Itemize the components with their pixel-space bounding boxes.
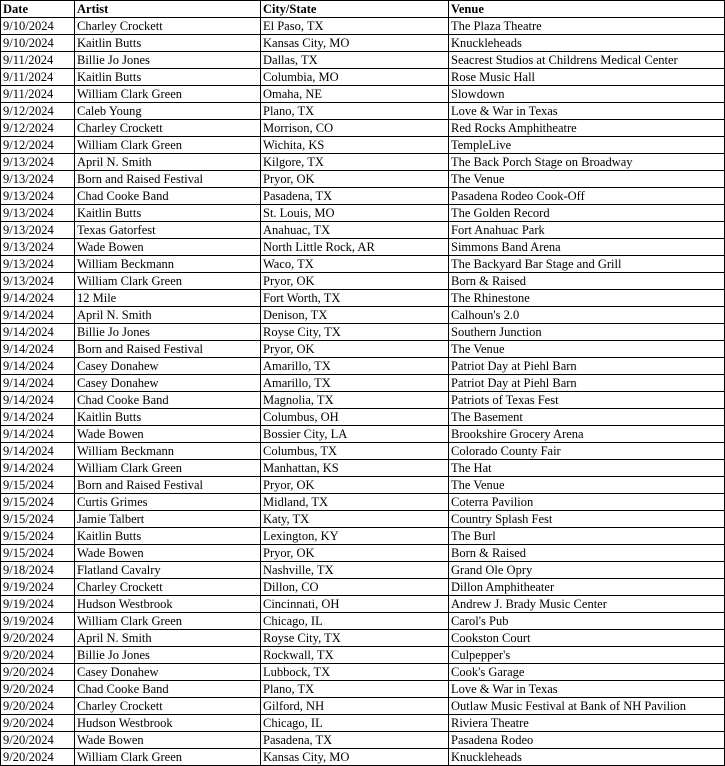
city-state-cell[interactable]: Waco, TX	[261, 256, 449, 273]
table-row	[1, 69, 725, 86]
artist-cell[interactable]: William Clark Green	[75, 86, 261, 103]
city-state-cell[interactable]: Manhattan, KS	[261, 460, 449, 477]
table-row	[1, 392, 725, 409]
venue-cell[interactable]: Knuckleheads	[449, 749, 725, 766]
venue-cell[interactable]: Dillon Amphitheater	[449, 579, 725, 596]
venue-cell[interactable]: TempleLive	[449, 137, 725, 154]
table-row	[1, 749, 725, 766]
header-date[interactable]: Date	[1, 1, 75, 18]
date-cell[interactable]: 9/15/2024	[1, 494, 75, 511]
artist-cell[interactable]: William Clark Green	[75, 460, 261, 477]
date-cell[interactable]: 9/14/2024	[1, 324, 75, 341]
table-row	[1, 630, 725, 647]
artist-cell[interactable]: Born and Raised Festival	[75, 477, 261, 494]
table-row	[1, 307, 725, 324]
table-row	[1, 664, 725, 681]
venue-cell[interactable]: Patriots of Texas Fest	[449, 392, 725, 409]
table-row	[1, 358, 725, 375]
date-cell[interactable]: 9/13/2024	[1, 188, 75, 205]
city-state-cell[interactable]: Kansas City, MO	[261, 749, 449, 766]
venue-cell[interactable]: Knuckleheads	[449, 35, 725, 52]
city-state-cell[interactable]: Katy, TX	[261, 511, 449, 528]
artist-cell[interactable]: Jamie Talbert	[75, 511, 261, 528]
city-state-cell[interactable]: Columbus, OH	[261, 409, 449, 426]
table-row	[1, 205, 725, 222]
date-cell[interactable]: 9/20/2024	[1, 681, 75, 698]
artist-cell[interactable]: Wade Bowen	[75, 732, 261, 749]
date-cell[interactable]: 9/13/2024	[1, 256, 75, 273]
artist-cell[interactable]: Hudson Westbrook	[75, 715, 261, 732]
artist-cell[interactable]: Born and Raised Festival	[75, 341, 261, 358]
city-state-cell[interactable]: Dallas, TX	[261, 52, 449, 69]
table-row	[1, 647, 725, 664]
city-state-cell[interactable]: Plano, TX	[261, 681, 449, 698]
table-row	[1, 35, 725, 52]
date-cell[interactable]: 9/14/2024	[1, 358, 75, 375]
date-cell[interactable]: 9/14/2024	[1, 375, 75, 392]
venue-cell[interactable]: The Venue	[449, 171, 725, 188]
date-cell[interactable]: 9/13/2024	[1, 154, 75, 171]
city-state-cell[interactable]: St. Louis, MO	[261, 205, 449, 222]
city-state-cell[interactable]: Dillon, CO	[261, 579, 449, 596]
venue-cell[interactable]: The Venue	[449, 341, 725, 358]
artist-cell[interactable]: Kaitlin Butts	[75, 69, 261, 86]
venue-cell[interactable]: Cookston Court	[449, 630, 725, 647]
venue-cell[interactable]: The Burl	[449, 528, 725, 545]
date-cell[interactable]: 9/20/2024	[1, 749, 75, 766]
venue-cell[interactable]: The Venue	[449, 477, 725, 494]
table-header	[1, 1, 725, 18]
artist-cell[interactable]: Charley Crockett	[75, 18, 261, 35]
table-row	[1, 613, 725, 630]
city-state-cell[interactable]: Kilgore, TX	[261, 154, 449, 171]
date-cell[interactable]: 9/20/2024	[1, 698, 75, 715]
venue-cell[interactable]: The Plaza Theatre	[449, 18, 725, 35]
table-row	[1, 52, 725, 69]
artist-cell[interactable]: Casey Donahew	[75, 358, 261, 375]
city-state-cell[interactable]: Bossier City, LA	[261, 426, 449, 443]
venue-cell[interactable]: Cook's Garage	[449, 664, 725, 681]
date-cell[interactable]: 9/14/2024	[1, 443, 75, 460]
table-row	[1, 528, 725, 545]
venue-cell[interactable]: The Hat	[449, 460, 725, 477]
table-row	[1, 409, 725, 426]
table-row	[1, 698, 725, 715]
date-cell[interactable]: 9/11/2024	[1, 52, 75, 69]
date-cell[interactable]: 9/20/2024	[1, 715, 75, 732]
header-venue[interactable]: Venue	[449, 1, 725, 18]
city-state-cell[interactable]: Amarillo, TX	[261, 358, 449, 375]
table-row	[1, 120, 725, 137]
artist-cell[interactable]: William Clark Green	[75, 613, 261, 630]
header-artist[interactable]: Artist	[75, 1, 261, 18]
table-row	[1, 171, 725, 188]
venue-cell[interactable]: Outlaw Music Festival at Bank of NH Pavilion	[449, 698, 725, 715]
header-city-state[interactable]: City/State	[261, 1, 449, 18]
artist-cell[interactable]: Casey Donahew	[75, 664, 261, 681]
venue-cell[interactable]: The Rhinestone	[449, 290, 725, 307]
date-cell[interactable]: 9/14/2024	[1, 392, 75, 409]
venue-cell[interactable]: Country Splash Fest	[449, 511, 725, 528]
venue-cell[interactable]: Born & Raised	[449, 545, 725, 562]
venue-cell[interactable]: Simmons Band Arena	[449, 239, 725, 256]
table-row	[1, 341, 725, 358]
date-cell[interactable]: 9/20/2024	[1, 732, 75, 749]
city-state-cell[interactable]: Wichita, KS	[261, 137, 449, 154]
city-state-cell[interactable]: Lubbock, TX	[261, 664, 449, 681]
date-cell[interactable]: 9/20/2024	[1, 647, 75, 664]
table-row	[1, 86, 725, 103]
city-state-cell[interactable]: Denison, TX	[261, 307, 449, 324]
date-cell[interactable]: 9/20/2024	[1, 630, 75, 647]
city-state-cell[interactable]: Plano, TX	[261, 103, 449, 120]
venue-cell[interactable]: The Basement	[449, 409, 725, 426]
date-cell[interactable]: 9/14/2024	[1, 409, 75, 426]
date-cell[interactable]: 9/12/2024	[1, 120, 75, 137]
date-cell[interactable]: 9/13/2024	[1, 222, 75, 239]
venue-cell[interactable]: Brookshire Grocery Arena	[449, 426, 725, 443]
city-state-cell[interactable]: Chicago, IL	[261, 613, 449, 630]
venue-cell[interactable]: The Golden Record	[449, 205, 725, 222]
artist-cell[interactable]: Flatland Cavalry	[75, 562, 261, 579]
venue-cell[interactable]: Andrew J. Brady Music Center	[449, 596, 725, 613]
city-state-cell[interactable]: Fort Worth, TX	[261, 290, 449, 307]
city-state-cell[interactable]: Morrison, CO	[261, 120, 449, 137]
date-cell[interactable]: 9/11/2024	[1, 86, 75, 103]
venue-cell[interactable]: Pasadena Rodeo	[449, 732, 725, 749]
city-state-cell[interactable]: Columbia, MO	[261, 69, 449, 86]
venue-cell[interactable]: Southern Junction	[449, 324, 725, 341]
artist-cell[interactable]: Billie Jo Jones	[75, 52, 261, 69]
date-cell[interactable]: 9/20/2024	[1, 664, 75, 681]
date-cell[interactable]: 9/19/2024	[1, 579, 75, 596]
city-state-cell[interactable]: Pryor, OK	[261, 273, 449, 290]
venue-cell[interactable]: Coterra Pavilion	[449, 494, 725, 511]
table-row	[1, 443, 725, 460]
date-cell[interactable]: 9/15/2024	[1, 528, 75, 545]
table-row	[1, 324, 725, 341]
date-cell[interactable]: 9/13/2024	[1, 205, 75, 222]
date-cell[interactable]: 9/15/2024	[1, 511, 75, 528]
table-row	[1, 460, 725, 477]
artist-cell[interactable]: William Beckmann	[75, 443, 261, 460]
venue-cell[interactable]: Grand Ole Opry	[449, 562, 725, 579]
date-cell[interactable]: 9/14/2024	[1, 460, 75, 477]
artist-cell[interactable]: Caleb Young	[75, 103, 261, 120]
city-state-cell[interactable]: Pasadena, TX	[261, 732, 449, 749]
venue-cell[interactable]: Riviera Theatre	[449, 715, 725, 732]
city-state-cell[interactable]: El Paso, TX	[261, 18, 449, 35]
table-body	[1, 18, 725, 766]
artist-cell[interactable]: Chad Cooke Band	[75, 188, 261, 205]
artist-cell[interactable]: April N. Smith	[75, 154, 261, 171]
venue-cell[interactable]: Patriot Day at Piehl Barn	[449, 358, 725, 375]
date-cell[interactable]: 9/14/2024	[1, 341, 75, 358]
artist-cell[interactable]: Kaitlin Butts	[75, 528, 261, 545]
city-state-cell[interactable]: Pryor, OK	[261, 341, 449, 358]
artist-cell[interactable]: Kaitlin Butts	[75, 35, 261, 52]
date-cell[interactable]: 9/10/2024	[1, 18, 75, 35]
table-row	[1, 256, 725, 273]
venue-cell[interactable]: The Backyard Bar Stage and Grill	[449, 256, 725, 273]
artist-cell[interactable]: William Clark Green	[75, 273, 261, 290]
artist-cell[interactable]: William Beckmann	[75, 256, 261, 273]
venue-cell[interactable]: Culpepper's	[449, 647, 725, 664]
date-cell[interactable]: 9/11/2024	[1, 69, 75, 86]
table-row	[1, 732, 725, 749]
city-state-cell[interactable]: Kansas City, MO	[261, 35, 449, 52]
table-row	[1, 511, 725, 528]
table-row	[1, 18, 725, 35]
table-row	[1, 239, 725, 256]
artist-cell[interactable]: Wade Bowen	[75, 545, 261, 562]
city-state-cell[interactable]: Nashville, TX	[261, 562, 449, 579]
artist-cell[interactable]: Kaitlin Butts	[75, 205, 261, 222]
city-state-cell[interactable]: Lexington, KY	[261, 528, 449, 545]
city-state-cell[interactable]: Omaha, NE	[261, 86, 449, 103]
artist-cell[interactable]: Chad Cooke Band	[75, 681, 261, 698]
venue-cell[interactable]: Carol's Pub	[449, 613, 725, 630]
venue-cell[interactable]: Red Rocks Amphitheatre	[449, 120, 725, 137]
table-row	[1, 188, 725, 205]
city-state-cell[interactable]: Pryor, OK	[261, 545, 449, 562]
city-state-cell[interactable]: Cincinnati, OH	[261, 596, 449, 613]
date-cell[interactable]: 9/14/2024	[1, 307, 75, 324]
header-row	[1, 1, 725, 18]
city-state-cell[interactable]: Magnolia, TX	[261, 392, 449, 409]
table-row	[1, 562, 725, 579]
venue-cell[interactable]: Colorado County Fair	[449, 443, 725, 460]
table-row	[1, 715, 725, 732]
artist-cell[interactable]: 12 Mile	[75, 290, 261, 307]
artist-cell[interactable]: Casey Donahew	[75, 375, 261, 392]
table-row	[1, 494, 725, 511]
table-row	[1, 545, 725, 562]
table-row	[1, 477, 725, 494]
city-state-cell[interactable]: Columbus, TX	[261, 443, 449, 460]
date-cell[interactable]: 9/18/2024	[1, 562, 75, 579]
table-row	[1, 579, 725, 596]
artist-cell[interactable]: Born and Raised Festival	[75, 171, 261, 188]
venue-cell[interactable]: The Back Porch Stage on Broadway	[449, 154, 725, 171]
table-row	[1, 103, 725, 120]
artist-cell[interactable]: Charley Crockett	[75, 698, 261, 715]
city-state-cell[interactable]: Royse City, TX	[261, 324, 449, 341]
date-cell[interactable]: 9/12/2024	[1, 137, 75, 154]
city-state-cell[interactable]: North Little Rock, AR	[261, 239, 449, 256]
artist-cell[interactable]: Charley Crockett	[75, 120, 261, 137]
table-row	[1, 273, 725, 290]
artist-cell[interactable]: Texas Gatorfest	[75, 222, 261, 239]
city-state-cell[interactable]: Midland, TX	[261, 494, 449, 511]
date-cell[interactable]: 9/19/2024	[1, 613, 75, 630]
date-cell[interactable]: 9/14/2024	[1, 426, 75, 443]
table-row	[1, 290, 725, 307]
city-state-cell[interactable]: Gilford, NH	[261, 698, 449, 715]
artist-cell[interactable]: April N. Smith	[75, 630, 261, 647]
venue-cell[interactable]: Calhoun's 2.0	[449, 307, 725, 324]
date-cell[interactable]: 9/19/2024	[1, 596, 75, 613]
date-cell[interactable]: 9/12/2024	[1, 103, 75, 120]
city-state-cell[interactable]: Amarillo, TX	[261, 375, 449, 392]
date-cell[interactable]: 9/15/2024	[1, 545, 75, 562]
table-row	[1, 375, 725, 392]
city-state-cell[interactable]: Royse City, TX	[261, 630, 449, 647]
city-state-cell[interactable]: Pryor, OK	[261, 171, 449, 188]
venue-cell[interactable]: Love & War in Texas	[449, 681, 725, 698]
venue-cell[interactable]: Rose Music Hall	[449, 69, 725, 86]
city-state-cell[interactable]: Anahuac, TX	[261, 222, 449, 239]
date-cell[interactable]: 9/14/2024	[1, 290, 75, 307]
city-state-cell[interactable]: Pasadena, TX	[261, 188, 449, 205]
artist-cell[interactable]: Billie Jo Jones	[75, 324, 261, 341]
venue-cell[interactable]: Pasadena Rodeo Cook-Off	[449, 188, 725, 205]
venue-cell[interactable]: Seacrest Studios at Childrens Medical Center	[449, 52, 725, 69]
table-row	[1, 222, 725, 239]
date-cell[interactable]: 9/15/2024	[1, 477, 75, 494]
date-cell[interactable]: 9/13/2024	[1, 239, 75, 256]
table-row	[1, 681, 725, 698]
artist-cell[interactable]: Hudson Westbrook	[75, 596, 261, 613]
table-row	[1, 426, 725, 443]
artist-cell[interactable]: Chad Cooke Band	[75, 392, 261, 409]
venue-cell[interactable]: Slowdown	[449, 86, 725, 103]
table-row	[1, 137, 725, 154]
city-state-cell[interactable]: Pryor, OK	[261, 477, 449, 494]
artist-cell[interactable]: William Clark Green	[75, 137, 261, 154]
artist-cell[interactable]: Charley Crockett	[75, 579, 261, 596]
artist-cell[interactable]: Billie Jo Jones	[75, 647, 261, 664]
artist-cell[interactable]: April N. Smith	[75, 307, 261, 324]
venue-cell[interactable]: Patriot Day at Piehl Barn	[449, 375, 725, 392]
date-cell[interactable]: 9/13/2024	[1, 273, 75, 290]
artist-cell[interactable]: Wade Bowen	[75, 426, 261, 443]
artist-cell[interactable]: Wade Bowen	[75, 239, 261, 256]
artist-cell[interactable]: Curtis Grimes	[75, 494, 261, 511]
city-state-cell[interactable]: Rockwall, TX	[261, 647, 449, 664]
venue-cell[interactable]: Love & War in Texas	[449, 103, 725, 120]
table-row	[1, 154, 725, 171]
artist-cell[interactable]: William Clark Green	[75, 749, 261, 766]
venue-cell[interactable]: Born & Raised	[449, 273, 725, 290]
artist-cell[interactable]: Kaitlin Butts	[75, 409, 261, 426]
table-row	[1, 596, 725, 613]
city-state-cell[interactable]: Chicago, IL	[261, 715, 449, 732]
date-cell[interactable]: 9/13/2024	[1, 171, 75, 188]
date-cell[interactable]: 9/10/2024	[1, 35, 75, 52]
venue-cell[interactable]: Fort Anahuac Park	[449, 222, 725, 239]
